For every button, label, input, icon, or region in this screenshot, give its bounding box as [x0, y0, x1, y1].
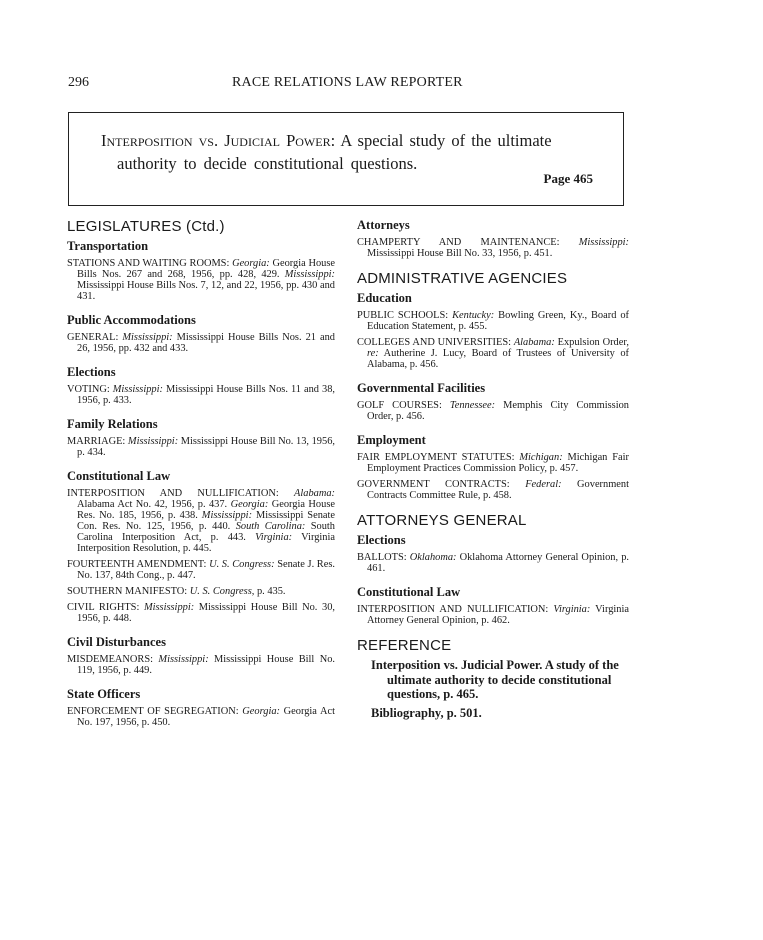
jurisdiction-label: Mississippi:	[112, 384, 163, 395]
jurisdiction-label: re:	[367, 348, 379, 359]
entry-text: South Carolina Interposition Act, p. 443.	[77, 521, 336, 543]
entry-text: Expulsion Order,	[554, 337, 629, 348]
entry-text: Memphis City Commission Order, p. 456.	[367, 400, 629, 422]
entry-text: Georgia House Bills Nos. 267 and 268, 1956, pp. 428, 429.	[77, 258, 336, 280]
index-entry	[357, 552, 629, 574]
entry-text: p. 435.	[254, 586, 286, 597]
jurisdiction-label: Mississippi:	[201, 510, 253, 521]
subsection-heading: State Officers	[67, 687, 141, 701]
jurisdiction-label: Georgia:	[242, 706, 280, 717]
subsection-heading: Family Relations	[67, 417, 158, 431]
index-entry	[67, 654, 335, 676]
jurisdiction-label: Virginia:	[553, 604, 591, 615]
index-entry	[67, 586, 335, 597]
section-title-attorneys-general: ATTORNEYS GENERAL	[357, 512, 527, 529]
entry-text: CIVIL RIGHTS:	[67, 602, 144, 613]
entry-text: COLLEGES AND UNIVERSITIES:	[357, 337, 514, 348]
jurisdiction-label: Mississippi:	[143, 602, 195, 613]
entry-text: Mississippi House Bill No. 30, 1956, p. 448.	[77, 602, 335, 624]
entry-text: Mississippi House Bills Nos. 11 and 38, 1956, p. 433.	[77, 384, 335, 406]
entry-text: Alabama Act No. 42, 1956, p. 437.	[77, 499, 231, 510]
entry-text: Mississippi House Bills Nos. 21 and 26, 1956, pp. 432 and 433.	[77, 332, 335, 354]
admin-agencies-groups	[357, 291, 629, 512]
feature-subtitle-end: authority to decide constitutional questions.	[117, 154, 418, 173]
index-entry	[357, 452, 629, 474]
jurisdiction-label: Alabama:	[513, 337, 555, 348]
right-column	[357, 218, 629, 720]
entry-text: Bowling Green, Ky., Board of Education Statement, p. 455.	[367, 310, 630, 332]
jurisdiction-label: U. S. Congress:	[209, 559, 275, 570]
index-entry	[67, 559, 335, 581]
subsection-heading: Constitutional Law	[357, 585, 461, 599]
page-number: 296	[68, 75, 89, 90]
entry-text: Government Contracts Committee Rule, p. 458.	[367, 479, 629, 501]
index-entry	[67, 436, 335, 458]
jurisdiction-label: Tennessee:	[449, 400, 496, 411]
entry-text: Michigan Fair Employment Practices Commission Policy, p. 457.	[367, 452, 629, 474]
subsection-heading: Public Accommodations	[67, 313, 196, 327]
jurisdiction-label: Georgia:	[230, 499, 269, 510]
entry-text: Georgia House Res. No. 185, 1956, p. 438.	[77, 499, 335, 521]
index-entry	[357, 400, 629, 422]
entry-text: FAIR EMPLOYMENT STATUTES:	[357, 452, 520, 463]
entry-text: MARRIAGE:	[67, 436, 128, 447]
jurisdiction-label: Mississippi:	[158, 654, 209, 665]
subsection-heading: Civil Disturbances	[67, 635, 166, 649]
index-entry	[67, 384, 335, 406]
entry-text: SOUTHERN MANIFESTO:	[67, 586, 190, 597]
attorneys-group	[357, 218, 629, 270]
index-entry	[357, 337, 629, 370]
entry-text: STATIONS AND WAITING ROOMS:	[67, 258, 233, 269]
entry-text: ENFORCEMENT OF SEGREGATION:	[67, 706, 243, 717]
jurisdiction-label: Mississippi:	[284, 269, 335, 280]
feature-title-line	[101, 131, 552, 151]
entry-text: Mississippi House Bill No. 119, 1956, p. 449.	[77, 654, 335, 676]
entry-text: GENERAL:	[67, 332, 123, 343]
entry-text: MISDEMEANORS:	[67, 654, 159, 665]
subsection-heading: Constitutional Law	[67, 469, 171, 483]
entry-text: PUBLIC SCHOOLS:	[357, 310, 453, 321]
jurisdiction-label: Mississippi:	[122, 332, 173, 343]
index-entry	[67, 706, 335, 728]
entry-text: Mississippi House Bill No. 33, 1956, p. 451.	[367, 248, 553, 259]
entry-text: Georgia Act No. 197, 1956, p. 450.	[77, 706, 335, 728]
reference-main: Interposition vs. Judicial Power. A study of the ultimate authority to decide constitutional questions, p. 465.	[371, 658, 619, 701]
jurisdiction-label: Michigan:	[519, 452, 563, 463]
jurisdiction-label: Mississippi:	[578, 237, 629, 248]
running-title: RACE RELATIONS LAW REPORTER	[232, 75, 463, 90]
index-entry	[67, 332, 335, 354]
subsection-heading: Education	[357, 291, 412, 305]
group-spacer	[67, 733, 335, 739]
entry-text: Autherine J. Lucy, Board of Trustees of University of Alabama, p. 456.	[367, 348, 629, 370]
index-entry	[357, 310, 629, 332]
jurisdiction-label: Kentucky:	[452, 310, 495, 321]
feature-title: Interposition vs. Judicial Power:	[101, 131, 336, 150]
jurisdiction-label: Georgia:	[232, 258, 270, 269]
subsection-heading: Elections	[357, 533, 406, 547]
entry-text: Mississippi Senate Con. Res. No. 125, 1956, p. 440.	[77, 510, 336, 532]
entry-text: GOLF COURSES:	[357, 400, 450, 411]
entry-text: Mississippi House Bills Nos. 7, 12, and 22, 1956, pp. 430 and 431.	[77, 280, 335, 302]
entry-text: INTERPOSITION AND NULLIFICATION:	[67, 488, 295, 499]
entry-text: Virginia Interposition Resolution, p. 445.	[77, 532, 335, 554]
attorneys-general-groups	[357, 533, 629, 637]
entry-text: BALLOTS:	[357, 552, 410, 563]
entry-text: Senate J. Res. No. 137, 84th Cong., p. 447.	[77, 559, 335, 581]
subsection-heading: Governmental Facilities	[357, 381, 486, 395]
jurisdiction-label: South Carolina:	[235, 521, 306, 532]
index-entry	[67, 602, 335, 624]
subsection-heading: Elections	[67, 365, 116, 379]
jurisdiction-label: Alabama:	[294, 488, 335, 499]
jurisdiction-label: Oklahoma:	[409, 552, 457, 563]
entry-text: INTERPOSITION AND NULLIFICATION:	[357, 604, 554, 615]
section-title-admin-agencies: ADMINISTRATIVE AGENCIES	[357, 270, 568, 287]
entry-text: Mississippi House Bill No. 13, 1956, p. 434.	[77, 436, 335, 458]
jurisdiction-label: Virginia:	[255, 532, 293, 543]
feature-page-ref: Page 465	[543, 171, 593, 186]
index-entry	[357, 479, 629, 501]
entry-text: Virginia Attorney General Opinion, p. 462.	[367, 604, 629, 626]
reference-bibliography: Bibliography, p. 501.	[371, 705, 482, 720]
subsection-heading: Transportation	[67, 239, 149, 253]
left-column	[67, 218, 335, 739]
jurisdiction-label: U. S. Congress,	[189, 586, 255, 597]
legislatures-groups	[67, 239, 335, 739]
subsection-heading: Employment	[357, 433, 426, 447]
index-entry	[67, 258, 335, 302]
entry-text: Oklahoma Attorney General Opinion, p. 461.	[367, 552, 629, 574]
entry-text: FOURTEENTH AMENDMENT:	[67, 559, 210, 570]
feature-box	[68, 112, 624, 206]
jurisdiction-label: Mississippi:	[127, 436, 179, 447]
entry-text: VOTING:	[67, 384, 113, 395]
entry-text: GOVERNMENT CONTRACTS:	[357, 479, 526, 490]
subsection-heading: Attorneys	[357, 218, 410, 232]
reference-block	[371, 658, 629, 720]
feature-subtitle-start: A special study of the ultimate	[340, 131, 552, 150]
index-entry	[67, 488, 335, 554]
section-title-reference: REFERENCE	[357, 637, 452, 654]
index-entry	[357, 237, 629, 259]
index-entry	[357, 604, 629, 626]
entry-text: CHAMPERTY AND MAINTENANCE:	[357, 237, 579, 248]
jurisdiction-label: Federal:	[525, 479, 562, 490]
section-title-legislatures: LEGISLATURES (Ctd.)	[67, 218, 225, 235]
